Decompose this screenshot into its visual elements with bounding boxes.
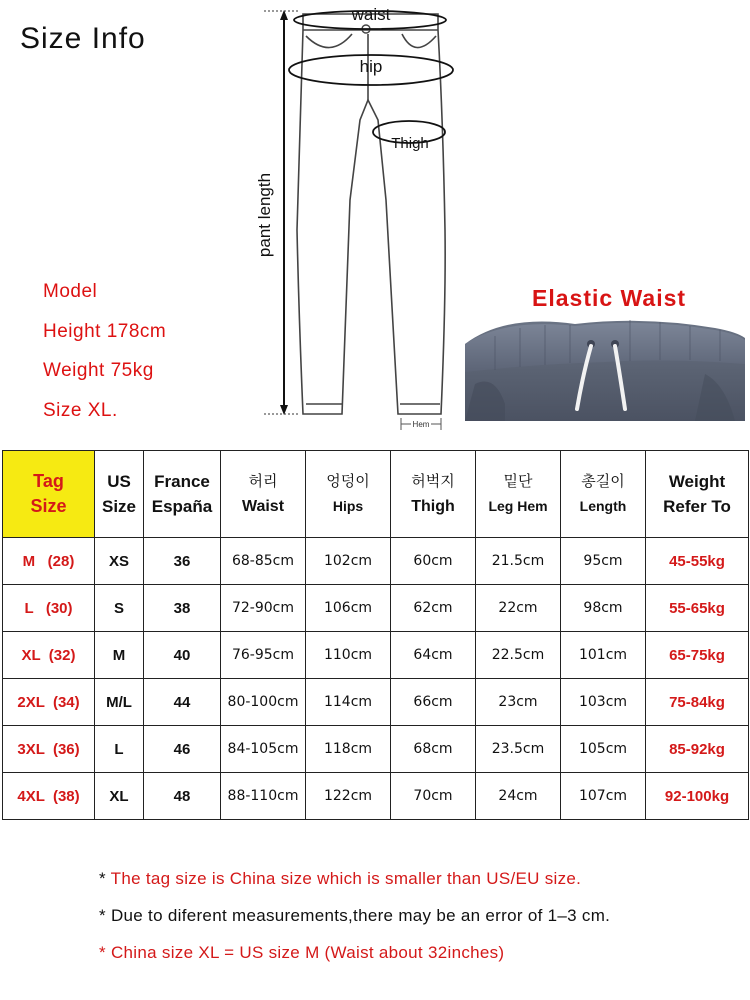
cell-thigh: 70cm: [391, 773, 476, 820]
header-hips: 엉덩이 Hips: [306, 451, 391, 538]
cell-fr: 46: [144, 726, 221, 773]
waist-label: waist: [351, 5, 391, 24]
cell-hips: 102cm: [306, 538, 391, 585]
cell-hem: 21.5cm: [476, 538, 561, 585]
header-waist: 허리 Waist: [221, 451, 306, 538]
cell-waist: 68-85cm: [221, 538, 306, 585]
cell-length: 101cm: [561, 632, 646, 679]
cell-weight: 55-65kg: [646, 585, 749, 632]
cell-hips: 118cm: [306, 726, 391, 773]
cell-weight: 65-75kg: [646, 632, 749, 679]
cell-length: 105cm: [561, 726, 646, 773]
table-row: [3, 585, 749, 632]
cell-us: XL: [95, 773, 144, 820]
header-length: 총길이 Length: [561, 451, 646, 538]
cell-fr: 48: [144, 773, 221, 820]
cell-hips: 110cm: [306, 632, 391, 679]
cell-tag: XL (32): [3, 632, 95, 679]
cell-weight: 85-92kg: [646, 726, 749, 773]
cell-tag: L (30): [3, 585, 95, 632]
cell-fr: 38: [144, 585, 221, 632]
cell-hips: 106cm: [306, 585, 391, 632]
cell-tag: 3XL (36): [3, 726, 95, 773]
cell-waist: 84-105cm: [221, 726, 306, 773]
header-thigh: 허벅지 Thigh: [391, 451, 476, 538]
cell-hips: 122cm: [306, 773, 391, 820]
header-weight: Weight Refer To: [646, 451, 749, 538]
header-leg-hem: 밑단 Leg Hem: [476, 451, 561, 538]
header-tag-size: Tag Size: [3, 451, 95, 538]
cell-length: 107cm: [561, 773, 646, 820]
cell-hem: 22.5cm: [476, 632, 561, 679]
note-item: * The tag size is China size which is smaller than US/EU size.: [99, 869, 582, 888]
hip-label: hip: [359, 57, 383, 76]
cell-weight: 92-100kg: [646, 773, 749, 820]
model-weight: Weight 75kg: [43, 360, 154, 381]
header-us-size: US Size: [95, 451, 144, 538]
cell-thigh: 64cm: [391, 632, 476, 679]
table-row: [3, 773, 749, 820]
model-info: [43, 272, 166, 430]
cell-weight: 45-55kg: [646, 538, 749, 585]
cell-us: L: [95, 726, 144, 773]
cell-weight: 75-84kg: [646, 679, 749, 726]
cell-length: 95cm: [561, 538, 646, 585]
note-item: * Due to diferent measurements,there may be an error of 1–3 cm.: [99, 906, 611, 925]
cell-thigh: 68cm: [391, 726, 476, 773]
hem-label: Hem: [412, 420, 430, 429]
cell-thigh: 62cm: [391, 585, 476, 632]
size-table-header: [3, 451, 749, 538]
cell-hem: 23.5cm: [476, 726, 561, 773]
header-france-espana: France España: [144, 451, 221, 538]
note-item: * China size XL = US size M (Waist about 32inches): [99, 943, 505, 962]
table-row: [3, 679, 749, 726]
cell-hem: 24cm: [476, 773, 561, 820]
cell-length: 98cm: [561, 585, 646, 632]
model-label: Model: [43, 281, 98, 302]
pant-length-label: pant length: [255, 172, 274, 258]
cell-waist: 88-110cm: [221, 773, 306, 820]
cell-fr: 44: [144, 679, 221, 726]
cell-us: M/L: [95, 679, 144, 726]
cell-waist: 72-90cm: [221, 585, 306, 632]
cell-thigh: 66cm: [391, 679, 476, 726]
model-height: Height 178cm: [43, 320, 167, 342]
cell-fr: 40: [144, 632, 221, 679]
cell-hips: 114cm: [306, 679, 391, 726]
cell-waist: 76-95cm: [221, 632, 306, 679]
size-table: [2, 450, 749, 820]
cell-tag: M (28): [3, 538, 95, 585]
cell-us: XS: [95, 538, 144, 585]
cell-waist: 80-100cm: [221, 679, 306, 726]
model-size: Size XL.: [43, 399, 118, 421]
cell-length: 103cm: [561, 679, 646, 726]
page-title: Size Info: [20, 22, 146, 55]
table-row: [3, 726, 749, 773]
cell-thigh: 60cm: [391, 538, 476, 585]
cell-tag: 4XL (38): [3, 773, 95, 820]
thigh-label: Thigh: [391, 135, 429, 152]
cell-tag: 2XL (34): [3, 679, 95, 726]
table-row: [3, 538, 749, 585]
cell-us: S: [95, 585, 144, 632]
cell-hem: 23cm: [476, 679, 561, 726]
cell-hem: 22cm: [476, 585, 561, 632]
table-row: [3, 632, 749, 679]
elastic-waist-title: Elastic Waist: [532, 285, 687, 311]
notes: [99, 860, 610, 971]
cell-us: M: [95, 632, 144, 679]
pants-diagram: [245, 0, 465, 440]
elastic-waist-photo: [465, 314, 745, 421]
cell-fr: 36: [144, 538, 221, 585]
